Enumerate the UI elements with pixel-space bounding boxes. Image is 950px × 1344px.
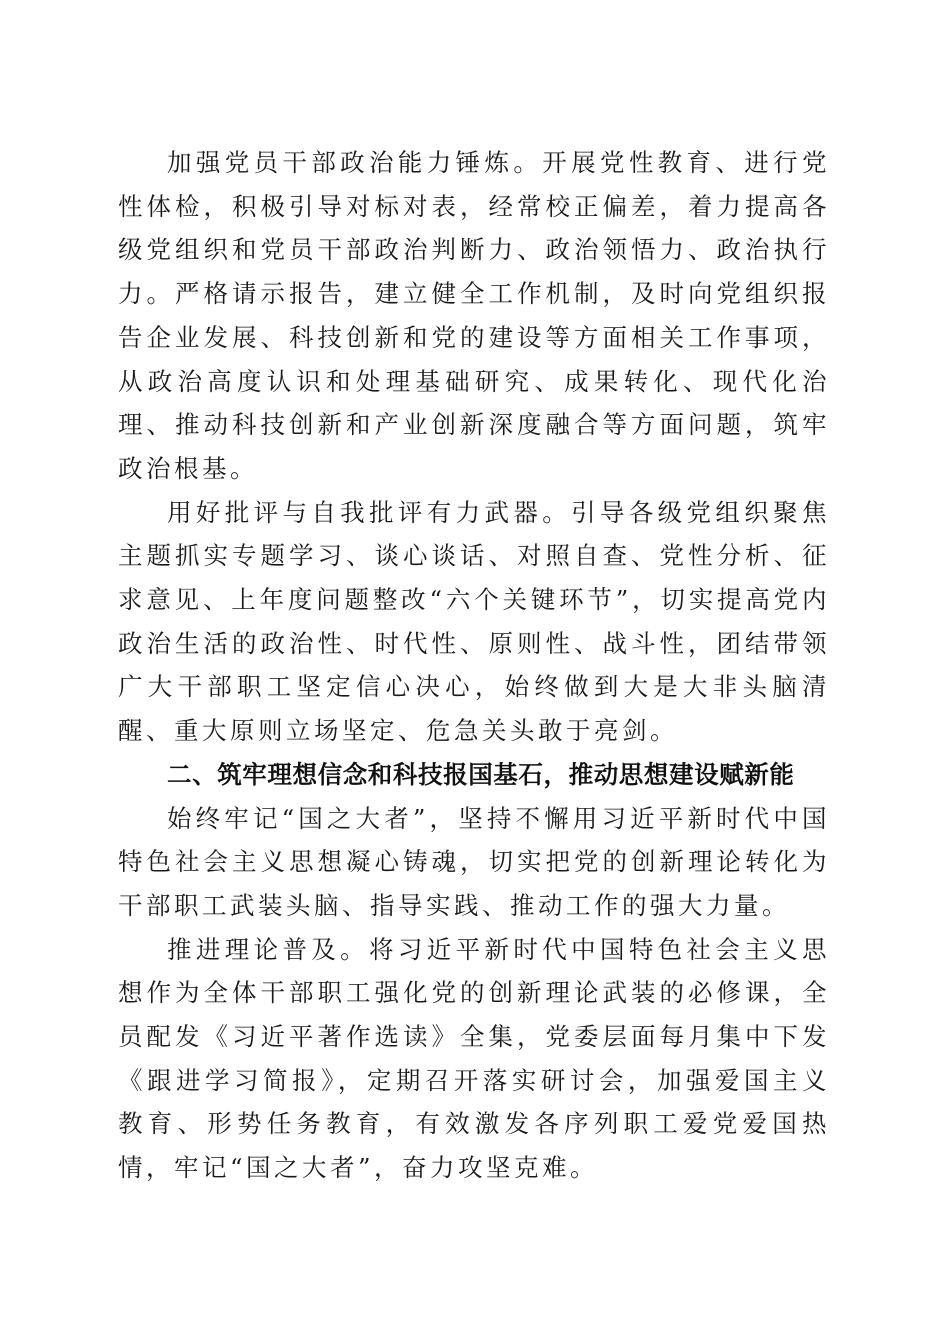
paragraph-criticism: 用好批评与自我批评有力武器。引导各级党组织聚焦主题抓实专题学习、谈心谈话、对照自查、党性分析、征求意见、上年度问题整改“六个关键环节”，切实提高党内政治生活的政治性、时代性、原则性、战斗性，团结带领广大干部职工坚定信心决心，始终做到大是大非头脑清醒、重大原则立场坚定、危急关头敢于亮剑。 (118, 497, 830, 746)
section-heading-2: 二、筑牢理想信念和科技报国基石，推动思想建设赋新能 (167, 759, 795, 789)
paragraph-theory-promotion: 推进理论普及。将习近平新时代中国特色社会主义思想作为全体干部职工强化党的创新理论武装的必修课，全员配发《习近平著作选读》全集，党委层面每月集中下发《跟进学习简报》，定期召开落实研讨会，加强爱国主义教育、形势任务教育，有效激发各序列职工爱党爱国热情，牢记“国之大者”，奋力攻坚克难。 (118, 934, 830, 1183)
paragraph-political-ability: 加强党员干部政治能力锤炼。开展党性教育、进行党性体检，积极引导对标对表，经常校正偏差，着力提高各级党组织和党员干部政治判断力、政治领悟力、政治执行力。严格请示报告，建立健全工作机制，及时向党组织报告企业发展、科技创新和党的建设等方面相关工作事项，从政治高度认识和处理基础研究、成果转化、现代化治理、推动科技创新和产业创新深度融合等方面问题，筑牢政治根基。 (118, 148, 830, 483)
paragraph-remember-national: 始终牢记“国之大者”，坚持不懈用习近平新时代中国特色社会主义思想凝心铸魂，切实把党的创新理论转化为干部职工武装头脑、指导实践、推动工作的强大力量。 (118, 803, 830, 920)
document-body (118, 141, 830, 1190)
